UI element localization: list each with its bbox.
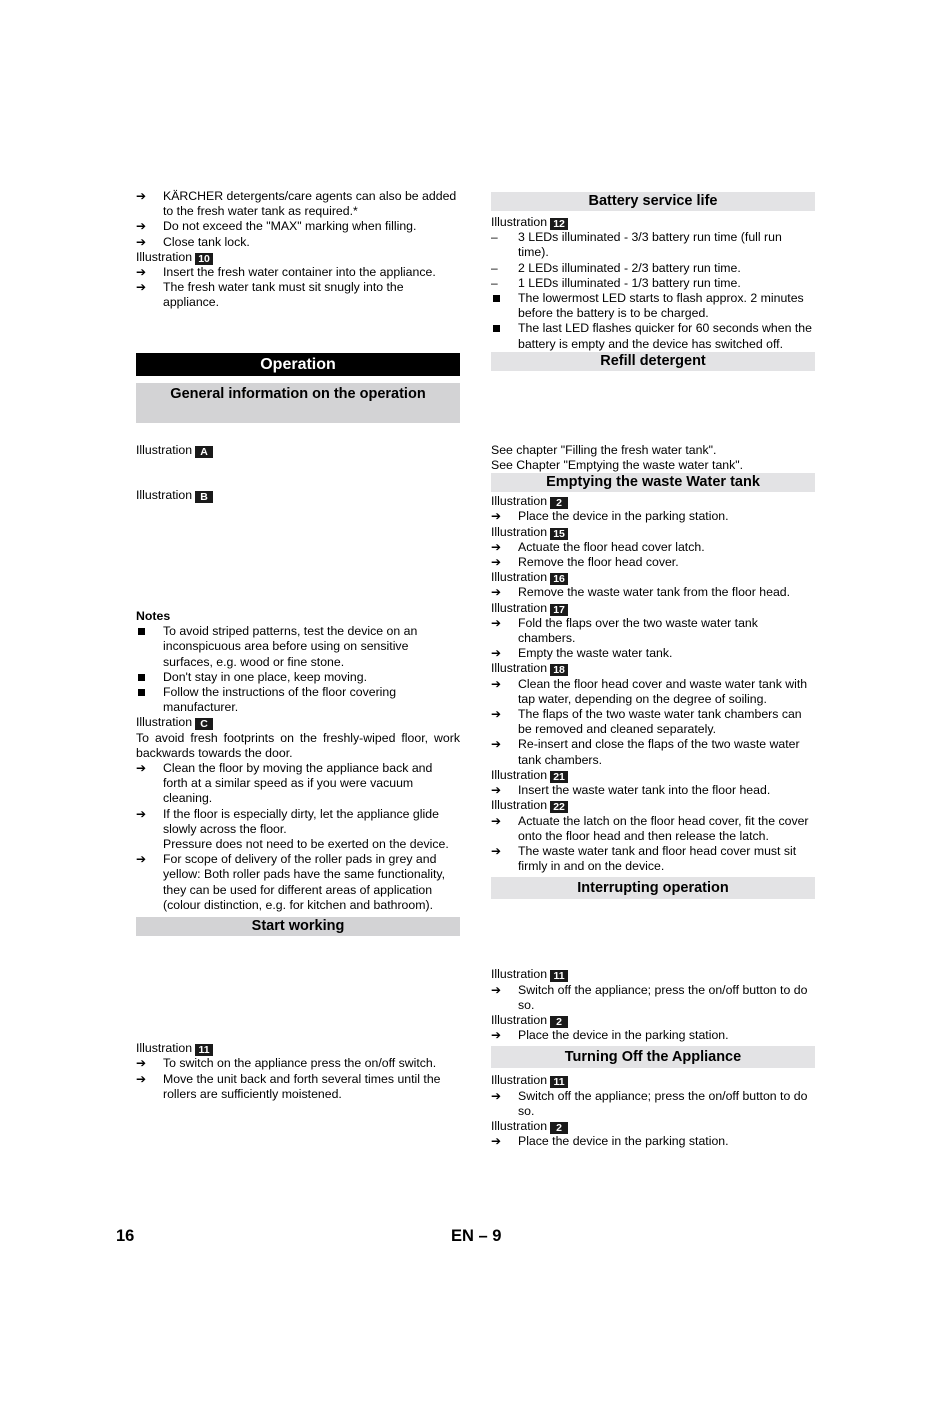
dash-bullet-icon: – [491,260,498,275]
emptying-heading: Emptying the waste Water tank [491,473,815,492]
list-item-text: KÄRCHER detergents/care agents can also be added to the fresh water tank as required.* [163,189,457,219]
list-item-text: To avoid striped patterns, test the device on an inconspicuous area before using on sensitive surfaces, e.g. wood or fine stone. [163,624,418,669]
arrow-right-icon: ➔ [491,555,502,570]
left-start-items-list [136,1056,460,1102]
arrow-right-icon: ➔ [491,707,502,722]
illustration-ref-11-interrupt: Illustration 11 [491,967,815,982]
arrow-right-icon: ➔ [491,539,502,554]
list-item-text: 1 LEDs illuminated - 1/3 battery run time. [518,275,741,290]
list-item [491,321,815,351]
list-item [491,844,815,874]
arrow-right-icon: ➔ [491,813,502,828]
list-item-text: Re-insert and close the flaps of the two waste water tank chambers. [518,737,800,767]
list-item [136,807,460,853]
dash-bullet-icon: – [491,230,498,245]
illustration-ref-17: Illustration 17 [491,601,815,616]
list-item-text: 3 LEDs illuminated - 3/3 battery run time (full run time). [518,230,782,260]
arrow-right-icon: ➔ [491,585,502,600]
operation-heading: Operation [136,353,460,376]
arrow-right-icon: ➔ [136,1071,147,1086]
refill-heading: Refill detergent [491,352,815,371]
list-item-text: Place the device in the parking station. [518,1134,729,1149]
list-item-text: Close tank lock. [163,234,250,249]
illustration-ref-22: Illustration 22 [491,798,815,813]
list-item [491,585,815,600]
illustration-ref-12: Illustration 12 [491,215,815,230]
illustration-ref-21: Illustration 21 [491,768,815,783]
right-column [491,189,815,1149]
arrow-right-icon: ➔ [136,761,147,776]
list-item-text: Actuate the floor head cover latch. [518,539,705,554]
start-working-heading: Start working [136,917,460,936]
page-number: 16 [116,1227,135,1245]
arrow-right-icon: ➔ [136,280,147,295]
list-item [491,540,815,555]
list-item [136,235,460,250]
list-item-text: Clean the floor by moving the appliance back and forth at a similar speed as if you were vacuum cleaning. [163,761,433,806]
list-item [136,852,460,913]
arrow-right-icon: ➔ [136,189,147,203]
illustration-ref-2: Illustration 2 [491,494,815,509]
illustration-ref-2-interrupt: Illustration 2 [491,1013,815,1028]
illustration-ref-16: Illustration 16 [491,570,815,585]
arrow-right-icon: ➔ [491,615,502,630]
list-item-text: Switch off the appliance; press the on/off button to do so. [518,982,808,1012]
list-item-text: Move the unit back and forth several times until the rollers are sufficiently moistened. [163,1071,441,1101]
list-item-text: Follow the instructions of the floor covering manufacturer. [163,685,397,715]
illustration-ref-c: Illustration C [136,715,460,730]
right-interrupt-b-list [491,1028,815,1043]
right-empty-g-list [491,814,815,875]
right-empty-c-list [491,585,815,600]
right-battery-items-list [491,230,815,352]
list-item [491,291,815,321]
list-item [491,783,815,798]
list-item-text: Switch off the appliance; press the on/off button to do so. [518,1088,808,1118]
right-turnoff-a-list [491,1089,815,1119]
list-item [136,189,460,219]
list-item-text: The lowermost LED starts to flash approx. 2 minutes before the battery is to be charged. [518,291,804,321]
illustration-ref-18: Illustration 18 [491,661,815,676]
list-item-text: To switch on the appliance press the on/off switch. [163,1056,437,1071]
right-empty-a-list [491,509,815,524]
list-item [491,509,815,524]
arrow-right-icon: ➔ [491,646,502,661]
turning-off-heading: Turning Off the Appliance [491,1046,815,1068]
list-item [491,646,815,661]
interrupting-heading: Interrupting operation [491,877,815,899]
list-item-text: Do not exceed the "MAX" marking when filling. [163,219,417,234]
arrow-right-icon: ➔ [136,219,147,234]
arrow-right-icon: ➔ [136,806,147,821]
list-item-text: Insert the waste water tank into the floor head. [518,783,771,798]
list-item-text: The last LED flashes quicker for 60 seconds when the battery is empty and the device has switched off. [518,321,812,351]
list-item-text: Clean the floor head cover and waste water tank with tap water, depending on the degree of soiling. [518,676,808,706]
list-item-extra: Pressure does not need to be exerted on the device. [163,837,449,852]
arrow-right-icon: ➔ [491,509,502,524]
list-item [491,261,815,276]
arrow-right-icon: ➔ [136,265,147,280]
arrow-right-icon: ➔ [136,852,147,867]
list-item [491,276,815,291]
see-fill-chapter: See chapter "Filling the fresh water tank". [491,442,717,457]
arrow-right-icon: ➔ [491,1134,502,1149]
list-item [136,670,460,685]
see-empty-chapter: See Chapter "Emptying the waste water tank". [491,458,744,473]
illustration-ref-15: Illustration 15 [491,525,815,540]
list-item [491,677,815,707]
list-item-text: Place the device in the parking station. [518,509,729,524]
list-item [136,219,460,234]
arrow-right-icon: ➔ [491,982,502,997]
illustration-ref-11: Illustration 11 [136,1041,460,1056]
right-empty-d-list [491,616,815,662]
list-item [136,265,460,280]
illustration-ref-b: Illustration B [136,488,460,503]
right-interrupt-a-list [491,983,815,1013]
section-label: EN – 9 [451,1227,502,1245]
list-item [136,1072,460,1102]
illustration-ref-a: Illustration A [136,443,460,458]
list-item [491,814,815,844]
list-item [491,1028,815,1043]
list-item [491,555,815,570]
list-item-text: Insert the fresh water container into the appliance. [163,265,436,280]
list-item-text: Empty the waste water tank. [518,646,673,661]
general-info-heading: General information on the operation [136,383,460,423]
list-item-text: If the floor is especially dirty, let the appliance glide slowly across the floor. [163,806,439,836]
arrow-right-icon: ➔ [491,1028,502,1043]
list-item-text: Place the device in the parking station. [518,1028,729,1043]
left-clean-items-list [136,761,460,913]
list-item [491,983,815,1013]
arrow-right-icon: ➔ [491,737,502,752]
list-item [136,761,460,807]
list-item [491,230,815,260]
right-empty-e-list [491,677,815,768]
arrow-right-icon: ➔ [136,1056,147,1071]
left-column [136,189,460,1102]
list-item-text: The fresh water tank must sit snugly into the appliance. [163,280,404,310]
illustration-ref-11-turnoff: Illustration 11 [491,1073,815,1088]
list-item [491,707,815,737]
footprints-text: To avoid fresh footprints on the freshly-wiped floor, work backwards towards the door. [136,730,460,760]
right-empty-f-list [491,783,815,798]
arrow-right-icon: ➔ [491,783,502,798]
left-notes-items-list [136,624,460,715]
list-item-text: 2 LEDs illuminated - 2/3 battery run time. [518,260,741,275]
list-item [136,1056,460,1071]
list-item [136,624,460,670]
left-intro-items-list [136,189,460,250]
arrow-right-icon: ➔ [491,676,502,691]
list-item [491,1134,815,1149]
arrow-right-icon: ➔ [136,234,147,249]
list-item-text: Fold the flaps over the two waste water tank chambers. [518,615,758,646]
arrow-right-icon: ➔ [491,1088,502,1103]
list-item-text: Actuate the latch on the floor head cover, fit the cover onto the floor head and then release the latch. [518,813,809,843]
list-item [136,280,460,310]
notes-title: Notes [136,609,171,624]
list-item-text: Remove the waste water tank from the floor head. [518,585,791,600]
illustration-ref-2-turnoff: Illustration 2 [491,1119,815,1134]
list-item [491,616,815,646]
dash-bullet-icon: – [491,275,498,290]
illustration-ref-10: Illustration 10 [136,250,460,265]
arrow-right-icon: ➔ [491,843,502,858]
list-item-text: The waste water tank and floor head cover must sit firmly in and on the device. [518,843,797,874]
list-item-text: Remove the floor head cover. [518,555,679,570]
list-item-text: The flaps of the two waste water tank chambers can be removed and cleaned separately. [518,707,802,737]
list-item [491,1089,815,1119]
list-item [136,685,460,715]
list-item-text: Don't stay in one place, keep moving. [163,669,367,684]
left-after-10-items-list [136,265,460,311]
right-empty-b-list [491,540,815,570]
list-item [491,737,815,767]
list-item-text: For scope of delivery of the roller pads in grey and yellow: Both roller pads have the same functionality, they can be used for different areas of application (colour distinction, e.g. for kitchen and bathroom). [163,852,446,912]
right-turnoff-b-list [491,1134,815,1149]
battery-heading: Battery service life [491,192,815,211]
